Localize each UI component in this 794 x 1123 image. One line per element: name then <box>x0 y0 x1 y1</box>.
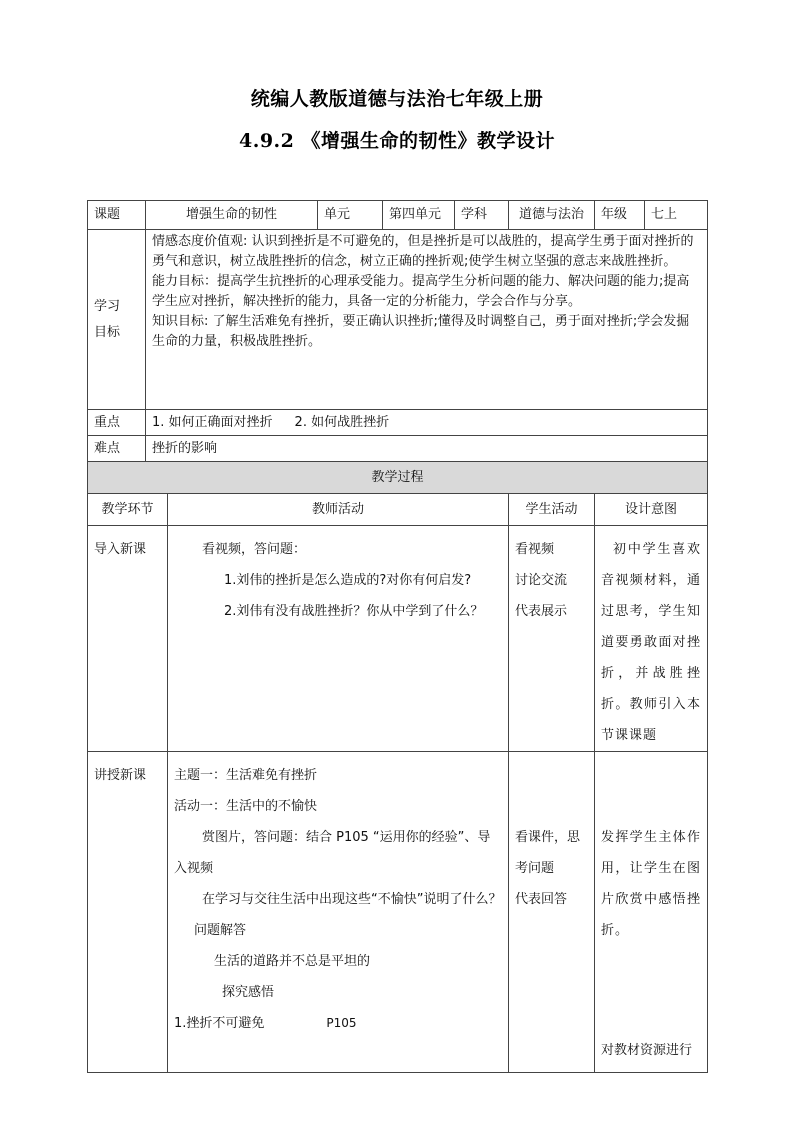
lecture-stage: 讲授新课 <box>88 752 168 1073</box>
goals-label <box>88 230 146 410</box>
document-subtitle: 4.9.2 《增强生命的韧性》教学设计 <box>238 130 555 152</box>
subject-label: 学科 <box>455 201 509 230</box>
lecture-intent-text: 发挥学生主体作用，让学生在图片欣赏中感悟挫折。 <box>601 830 702 938</box>
key-points-row <box>88 410 708 436</box>
goal-attitude: 情感态度价值观: 认识到挫折是不可避免的，但是挫折是可以战胜的，提高学生勇于面对挫折的勇气和意识，树立战胜挫折的信念，树立正确的挫折观;使学生树立坚强的意志来战胜挫折。 <box>152 234 694 269</box>
subject-value: 道德与法治 <box>509 201 595 230</box>
info-row <box>88 201 708 230</box>
key-points-label: 重点 <box>88 410 146 436</box>
process-title: 教学过程 <box>88 462 708 494</box>
col-student-header: 学生活动 <box>509 494 595 526</box>
lecture-intent <box>595 752 708 1073</box>
lecture-activity: 活动一：生活中的不愉快 <box>174 799 318 814</box>
lecture-point <box>174 1008 502 1039</box>
col-intent-header: 设计意图 <box>595 494 708 526</box>
lecture-student-line2: 代表回答 <box>515 892 568 907</box>
lesson-plan-table <box>87 200 708 1073</box>
intro-intent <box>595 526 708 752</box>
lecture-point-text: 1.挫折不可避免 <box>174 1016 265 1031</box>
intro-teacher-line3: 2.刘伟有没有战胜挫折？你从中学到了什么？ <box>224 604 484 619</box>
intro-student-line1: 看视频 <box>515 542 555 557</box>
difficulty-row <box>88 436 708 462</box>
topic-label: 课题 <box>88 201 146 230</box>
key-points-content <box>146 410 708 436</box>
goal-knowledge: 知识目标: 了解生活难免有挫折，要正确认识挫折;懂得及时调整自己，勇于面对挫折;学会发掘生命的力量，积极战胜挫折。 <box>152 314 690 349</box>
process-title-row <box>88 462 708 494</box>
difficulty-content: 挫折的影响 <box>146 436 708 462</box>
topic-value: 增强生命的韧性 <box>146 201 318 230</box>
goal-ability: 能力目标：提高学生抗挫折的心理承受能力。提高学生分析问题的能力、解决问题的能力;提高学生应对挫折，解决挫折的能力，具备一定的分析能力，学会合作与分享。 <box>152 274 690 309</box>
document-title: 统编人教版道德与法治七年级上册 <box>250 88 544 110</box>
lecture-student-line1: 看课件，思考问题 <box>515 830 581 876</box>
lecture-student <box>509 752 595 1073</box>
difficulty-label: 难点 <box>88 436 146 462</box>
grade-value: 七上 <box>645 201 708 230</box>
intro-row <box>88 526 708 752</box>
key-point-2: 2. 如何战胜挫折 <box>294 414 390 430</box>
col-stage-header: 教学环节 <box>88 494 168 526</box>
intro-teacher-line2: 1.刘伟的挫折是怎么造成的?对你有何启发? <box>224 573 472 588</box>
unit-value: 第四单元 <box>383 201 455 230</box>
grade-label: 年级 <box>595 201 645 230</box>
intro-stage: 导入新课 <box>88 526 168 752</box>
intro-student <box>509 526 595 752</box>
lecture-answer-label: 问题解答 <box>194 923 247 938</box>
key-point-1: 1. 如何正确面对挫折 <box>152 414 273 430</box>
lecture-intent-more: 对教材资源进行 <box>601 1043 693 1058</box>
goals-content <box>146 230 708 410</box>
goals-label-line1: 学习 <box>94 298 121 314</box>
goals-label-line2: 目标 <box>94 324 121 340</box>
process-header-row <box>88 494 708 526</box>
lecture-teacher <box>168 752 509 1073</box>
lecture-row <box>88 752 708 1073</box>
intro-intent-text: 初中学生喜欢音视频材料，通过思考，学生知道要勇敢面对挫折，并战胜挫折。教师引入本节课课题 <box>601 542 702 743</box>
lecture-theme: 主题一：生活难免有挫折 <box>174 768 318 783</box>
lecture-task: 赏图片，答问题：结合 P105 “运用你的经验”、导入视频 <box>174 830 491 876</box>
intro-student-line3: 代表展示 <box>515 604 568 619</box>
lecture-explore: 探究感悟 <box>222 985 275 1000</box>
lecture-page-ref: P105 <box>326 1016 357 1030</box>
lecture-question: 在学习与交往生活中出现这些“不愉快”说明了什么？ <box>202 892 502 907</box>
goals-row <box>88 230 708 410</box>
intro-student-line2: 讨论交流 <box>515 573 568 588</box>
unit-label: 单元 <box>318 201 383 230</box>
lecture-answer: 生活的道路并不总是平坦的 <box>214 954 371 969</box>
intro-teacher-line1: 看视频，答问题： <box>202 542 307 557</box>
intro-teacher <box>168 526 509 752</box>
col-teacher-header: 教师活动 <box>168 494 509 526</box>
